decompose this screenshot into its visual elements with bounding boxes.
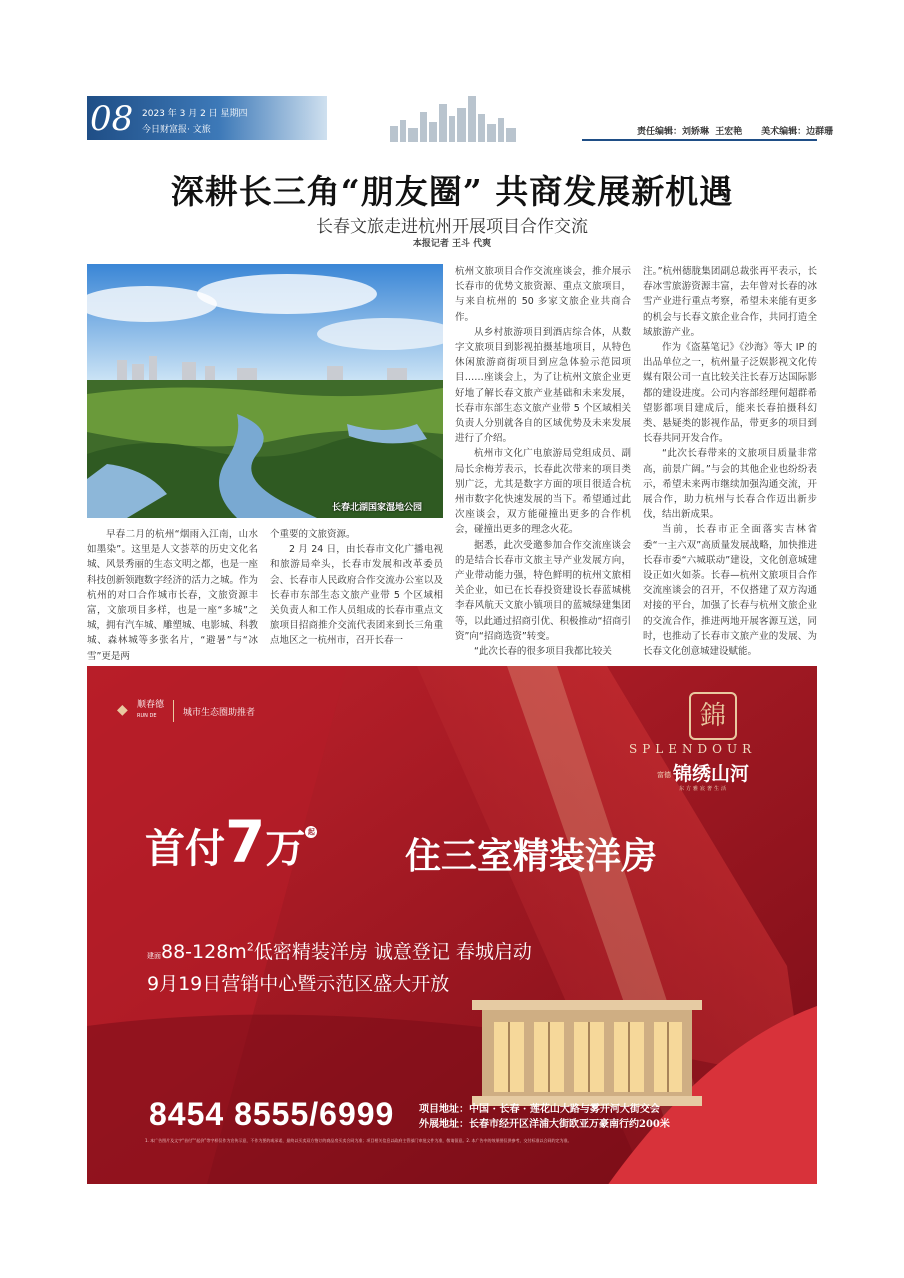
photo-caption: 长春北湖国家湿地公园 [332,503,423,513]
paragraph: 杭州市文化广电旅游局党组成员、副局长余梅芳表示，长春此次带来的项目类别广泛，尤其是数字方面的项目很适合杭州市数字化快速发展的当下。希望通过此次座谈会，双方能碰撞出更多的合作机会，碰撞出更多的理念火花。 [455,448,631,536]
paper-name [142,121,211,135]
article-column-2 [270,527,443,649]
paragraph: 杭州文旅项目合作交流座谈会，推介展示长春市的优势文旅资源、重点文旅项目，与来自杭州的 50 多家文旅企业共商合作。 [455,266,631,323]
byline: 本报记者 王斗 代爽 [412,239,492,249]
real-estate-ad [87,666,817,1184]
header-rule [582,139,817,141]
paragraph: 作为《盗墓笔记》《沙海》等大 IP 的出品单位之一，杭州量子泛娱影视文化传媒有限公司一直比较关注长春万达国际影都的建设进度。公司内容部经理何超群希望影都项目建成后，能来长春拍摄科幻类、悬疑类的影视作品，带更多的项目到长春共同开发合作。 [643,342,817,445]
hotline-number: 8454 8555/6999 [149,1096,395,1132]
headline-qi-badge: 起 [305,826,317,838]
headline-part: 首付 [145,826,225,872]
brand-chinese: 锦绣山河 [673,763,750,785]
paragraph: 早春二月的杭州“烟雨入江南，山水如墨染”。这里是人文荟萃的历史文化名城、风景秀丽的生态文明之都，也是一座科技创新领跑数字经济的活力之城。作为杭州的对口合作城市长春，文旅资源丰富，文旅项目多样，也是一座“多城”之城，拥有汽车城、雕塑城、电影城、科教城、森林城等多张名片，“避暑”与“冰雪”更是两 [87,529,259,662]
paragraph: “此次长春带来的文旅项目质量非常高，前景广阔。”与会的其他企业也纷纷表示，希望未来两市继续加强沟通交流，开展合作，助力杭州与长春合作迈出新步伐，结出新成果。 [643,448,817,521]
ad-headline-rest: 住三室精装洋房 [405,835,658,877]
ad-addresses [419,1102,670,1132]
article-column-4 [643,264,817,659]
paragraph: 个重要的文旅资源。 [270,529,356,540]
ad-subline-2: 9月19日营销中心暨示范区盛大开放 [147,973,450,995]
exhibition-address: 外展地址：长春市经开区洋浦大街欧亚万豪南行约200米 [419,1119,670,1130]
article-column-1 [87,527,258,664]
project-address: 项目地址：中国 · 长春 · 莲花山大路与雾开河大街交会 [419,1104,660,1115]
brand-english: SPLENDOUR [629,742,757,756]
ad-fine-print: 1. 本广告图片及文字“首付”“起价”等字样仅作为宣传示意，不作为要约或承诺，最终以买卖双方签订的商品房买卖合同为准；项目相关信息以政府主管部门审批文件为准，敬请留意。2. 本广告中的效果图仅供参考，交付标准以合同约定为准。 [145,1138,572,1143]
developer-logo [137,700,164,722]
brand-prefix: 富德 [657,771,671,779]
brand-seal-icon: 錦 [689,692,737,740]
developer-en: RUN DE [137,713,157,719]
subline-text: 低密精装洋房 诚意登记 春城启动 [253,941,532,963]
skyline-graphic [388,90,518,142]
issue-date: 2023 年 3 月 2 日 星期四 [142,109,248,119]
paragraph: 2 月 24 日，由长春市文化广播电视和旅游局牵头，长春市发展和改革委员会、长春市人民政府合作交流办公室以及长春市东部生态文旅产业带 5 个区域相关负责人和工作人员组成的长春市重点文旅项目招商推介交流代表团来到长三角重点地区之一杭州市，召开长春一 [270,544,443,647]
headline-number: 7 [225,808,266,876]
wetland-park-photo [87,264,443,518]
paragraph: 从乡村旅游项目到酒店综合体，从数字文旅项目到影视拍摄基地项目，从特色休闲旅游商街项目到应急体验示范园项目……座谈会上，为了让杭州文旅企业更好地了解长春文旅产业基础和未来发展，长春市东部生态文旅产业带 5 个区域相关负责人分别就各自的区域优势及未来发展进行了介绍。 [455,326,631,445]
brand-name [657,759,749,786]
paragraph: 注。”杭州德胧集团副总裁张再平表示，长春冰雪旅游资源丰富，去年曾对长春的冰雪产业进行重点考察，希望未来能有更多的机会与长春文旅企业合作，共同打造全域旅游产业。 [643,266,817,338]
article-column-3 [455,264,631,659]
page-number: 08 [90,99,134,139]
paragraph: “此次长春的很多项目我都比较关 [474,646,612,658]
sales-center-illustration [472,978,702,1106]
area-range: 88-128m [161,941,247,963]
developer-slogan: 城市生态圈助推者 [183,708,256,718]
ad-headline [145,808,317,876]
brand-tagline: 东方雅宸奢生活 [679,786,729,792]
headline-part: 万 [265,826,306,872]
area-prefix: 建面 [147,952,161,960]
area-unit-sup: 2 [246,940,254,954]
paragraph: 据悉，此次受邀参加合作交流座谈会的是结合长春市文旅主导产业发展方向，产业带动能力强，特色鲜明的杭州文旅相关企业，如已在长春投资建设长春蓝城桃李春风航天文旅小镇项目的蓝城绿建集团等，以此通过招商引优、积极推动“招商引资”向“招商选资”转变。 [455,539,631,642]
paragraph: 当前，长春市正全面落实吉林省委“一主六双”高质量发展战略，加快推进长春市委“六城联动”建设，文化创意城建设正如火如荼。长春—杭州文旅项目合作交流座谈会的召开，不仅搭建了双方沟通对接的平台，加强了长春与杭州文旅企业的交流合作，推进两地开展客源互送，同时，也推动了长春市文旅产业的发展、为长春文化创意城建设赋能。 [643,524,817,658]
logo-divider [173,700,174,722]
ad-subline-1 [147,937,532,964]
section-label: · 文旅 [187,125,211,135]
article-title: 深耕长三角“朋友圈” 共商发展新机遇 [170,172,734,211]
editors-credit: 责任编辑：刘娇琳 王宏艳 美术编辑：边群珊 [637,127,834,137]
developer-name: 顺春德 [137,700,165,710]
paper-title: 今日财富报 [142,125,188,135]
developer-logo-icon: ◆ [117,702,128,718]
article-subtitle: 长春文旅走进杭州开展项目合作交流 [316,217,588,237]
